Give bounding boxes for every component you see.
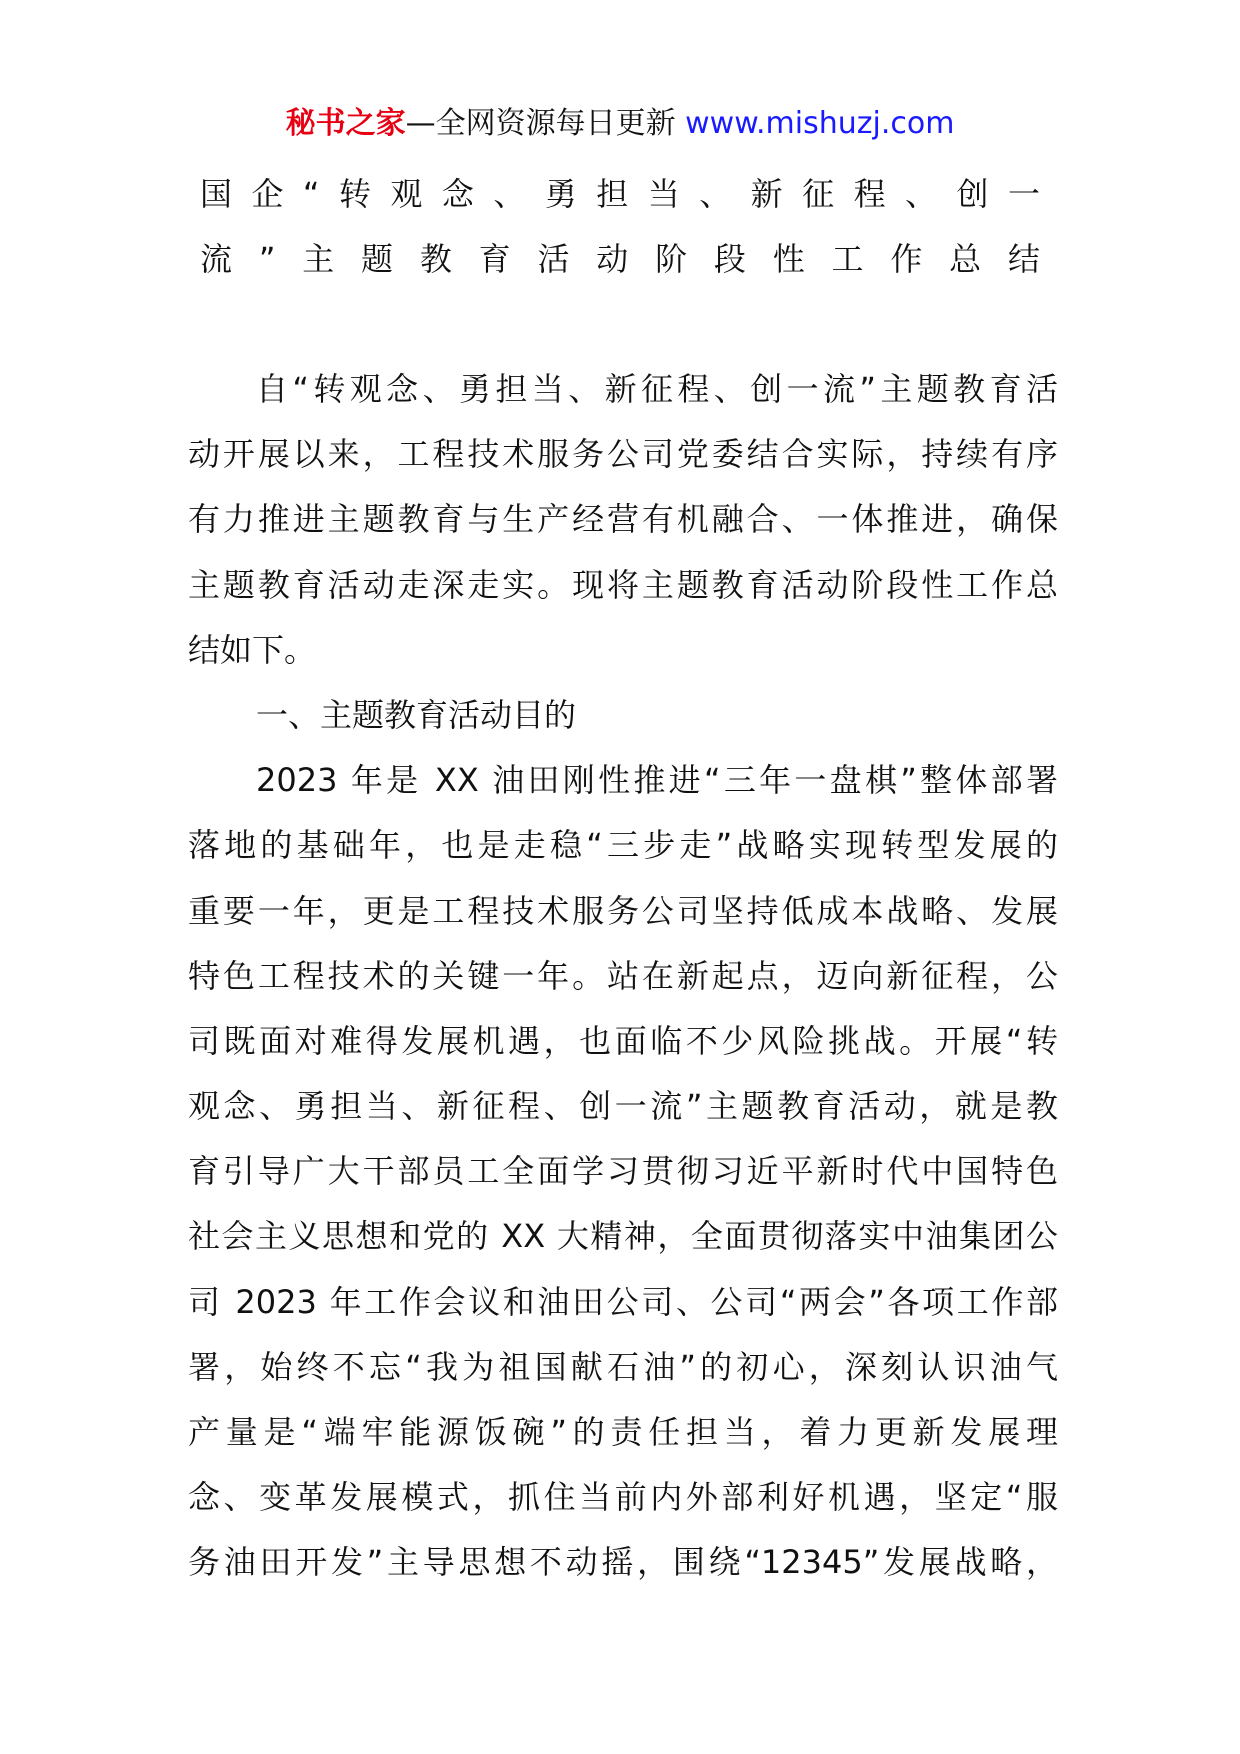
paragraph-line: 主题教育活动走深走实。现将主题教育活动阶段性工作总 bbox=[188, 565, 1058, 604]
section-heading: 一、主题教育活动目的 bbox=[256, 695, 577, 734]
paragraph-line: 司既面对难得发展机遇，也面临不少风险挑战。开展“转 bbox=[188, 1021, 1058, 1060]
paragraph-line: 署，始终不忘“我为祖国献石油”的初心，深刻认识油气 bbox=[188, 1347, 1058, 1386]
paragraph-line: 有力推进主题教育与生产经营有机融合、一体推进，确保 bbox=[188, 500, 1058, 539]
title-line: 国企“转观念、勇担当、新征程、创一 bbox=[200, 175, 1040, 213]
paragraph-line: 念、变革发展模式，抓住当前内外部利好机遇，坚定“服 bbox=[188, 1478, 1058, 1517]
paragraph-line: 动开展以来，工程技术服务公司党委结合实际，持续有序 bbox=[188, 435, 1058, 474]
paragraph-line: 重要一年，更是工程技术服务公司坚持低成本战略、发展 bbox=[188, 891, 1058, 930]
title-line: 流”主题教育活动阶段性工作总结 bbox=[200, 240, 1040, 279]
site-header bbox=[0, 102, 1240, 146]
paragraph-line: 产量是“端牢能源饭碗”的责任担当，着力更新发展理 bbox=[188, 1413, 1058, 1451]
document-title bbox=[200, 162, 1040, 292]
paragraph-line: 育引导广大干部员工全面学习贯彻习近平新时代中国特色 bbox=[188, 1152, 1058, 1191]
site-url-link[interactable]: www.mishuzj.com bbox=[685, 106, 955, 141]
brand-name: 秘书之家 bbox=[285, 106, 406, 141]
paragraph-line: 特色工程技术的关键一年。站在新起点，迈向新征程，公 bbox=[188, 956, 1058, 995]
paragraph-line: 务油田开发”主导思想不动摇，围绕“12345”发展战略， bbox=[188, 1543, 1058, 1582]
paragraph-line: 2023 年是 XX 油田刚性推进“三年一盘棋”整体部署 bbox=[256, 761, 1058, 800]
header-tagline: —全网资源每日更新 bbox=[405, 106, 676, 141]
paragraph-line: 司 2023 年工作会议和油田公司、公司“两会”各项工作部 bbox=[188, 1282, 1058, 1321]
paragraph-line: 社会主义思想和党的 XX 大精神，全面贯彻落实中油集团公 bbox=[188, 1217, 1058, 1256]
paragraph-line: 观念、勇担当、新征程、创一流”主题教育活动，就是教 bbox=[188, 1087, 1058, 1126]
paragraph-line: 结如下。 bbox=[188, 630, 317, 669]
paragraph-line: 落地的基础年，也是走稳“三步走”战略实现转型发展的 bbox=[188, 826, 1058, 865]
document-body bbox=[188, 357, 1058, 1596]
paragraph-line: 自“转观念、勇担当、新征程、创一流”主题教育活 bbox=[256, 370, 1058, 408]
